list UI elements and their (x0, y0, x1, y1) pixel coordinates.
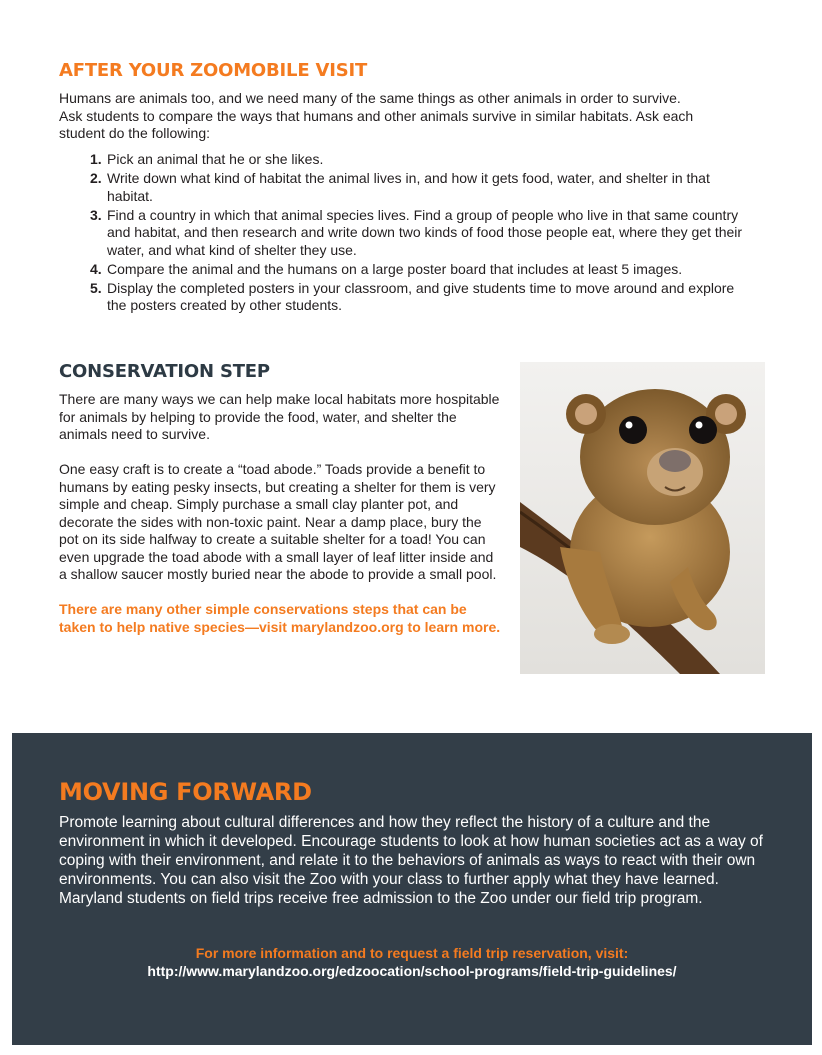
after-visit-intro: Humans are animals too, and we need many of the same things as other animals in order to survive. Ask students to compare the ways that humans and other animals survive in similar habitats. Ask each student do the following: (59, 90, 694, 141)
step-number: 5. (90, 279, 102, 296)
after-visit-heading: AFTER YOUR ZOOMOBILE VISIT (59, 60, 368, 81)
list-item (90, 170, 755, 205)
activity-steps-list (90, 151, 755, 316)
moving-forward-body: Promote learning about cultural differences and how they reflect the history of a culture and the environment in which it developed. Encourage students to look at how human societies act as a way of coping with their environment, and relate it to the behaviors of animals as ways to react with their own environments. You can also visit the Zoo with your class to further apply what they have learned. Maryland students on field trips receive free admission to the Zoo under our field trip program. (59, 814, 763, 907)
conservation-section (59, 391, 504, 654)
list-item (90, 207, 755, 260)
step-number: 1. (90, 151, 102, 167)
list-item (90, 261, 755, 279)
kinkajou-photo-icon (520, 362, 765, 674)
step-text: Find a country in which that animal species lives. Find a group of people who live in that same country and habitat, and then research and write down two kinds of food those people eat, where they get their water, and what kind of shelter they use. (107, 206, 743, 258)
step-text: Pick an animal that he or she likes. (107, 151, 324, 167)
moving-forward-heading: MOVING FORWARD (59, 778, 312, 806)
moving-forward-panel (12, 733, 812, 1045)
step-text: Write down what kind of habitat the animal lives in, and how it gets food, water, and shelter in that habitat. (107, 170, 710, 204)
list-item (90, 280, 755, 315)
conservation-paragraph: One easy craft is to create a “toad abode.” Toads provide a benefit to humans by eating pesky insects, but creating a shelter for them is very simple and cheap. Simply purchase a small clay planter pot, and decorate the sides with non-toxic paint. Near a damp place, bury the pot on its side halfway to create a suitable shelter for a toad! You can even upgrade the toad abode with a small layer of leaf litter inside and a shallow saucer mostly buried near the abode to provide a small pool. (59, 461, 497, 582)
step-number: 2. (90, 170, 102, 186)
conservation-heading: CONSERVATION STEP (59, 361, 270, 382)
field-trip-cta (12, 944, 812, 980)
step-number: 4. (90, 260, 102, 277)
conservation-paragraph: There are many ways we can help make local habitats more hospitable for animals by helping to provide the food, water, and shelter the animals need to survive. (59, 391, 500, 442)
kinkajou-photo (520, 362, 765, 674)
step-text: Compare the animal and the humans on a large poster board that includes at least 5 images. (107, 260, 683, 277)
field-trip-link[interactable]: http://www.marylandzoo.org/edzoocation/school-programs/field-trip-guidelines/ (147, 963, 677, 979)
step-number: 3. (90, 206, 102, 223)
conservation-callout: There are many other simple conservations steps that can be taken to help native species—visit marylandzoo.org to learn more. (59, 601, 501, 635)
cta-text: For more information and to request a field trip reservation, visit: (195, 945, 629, 961)
list-item (90, 151, 755, 169)
step-text: Display the completed posters in your classroom, and give students time to move around and explore the posters created by other students. (107, 279, 735, 313)
